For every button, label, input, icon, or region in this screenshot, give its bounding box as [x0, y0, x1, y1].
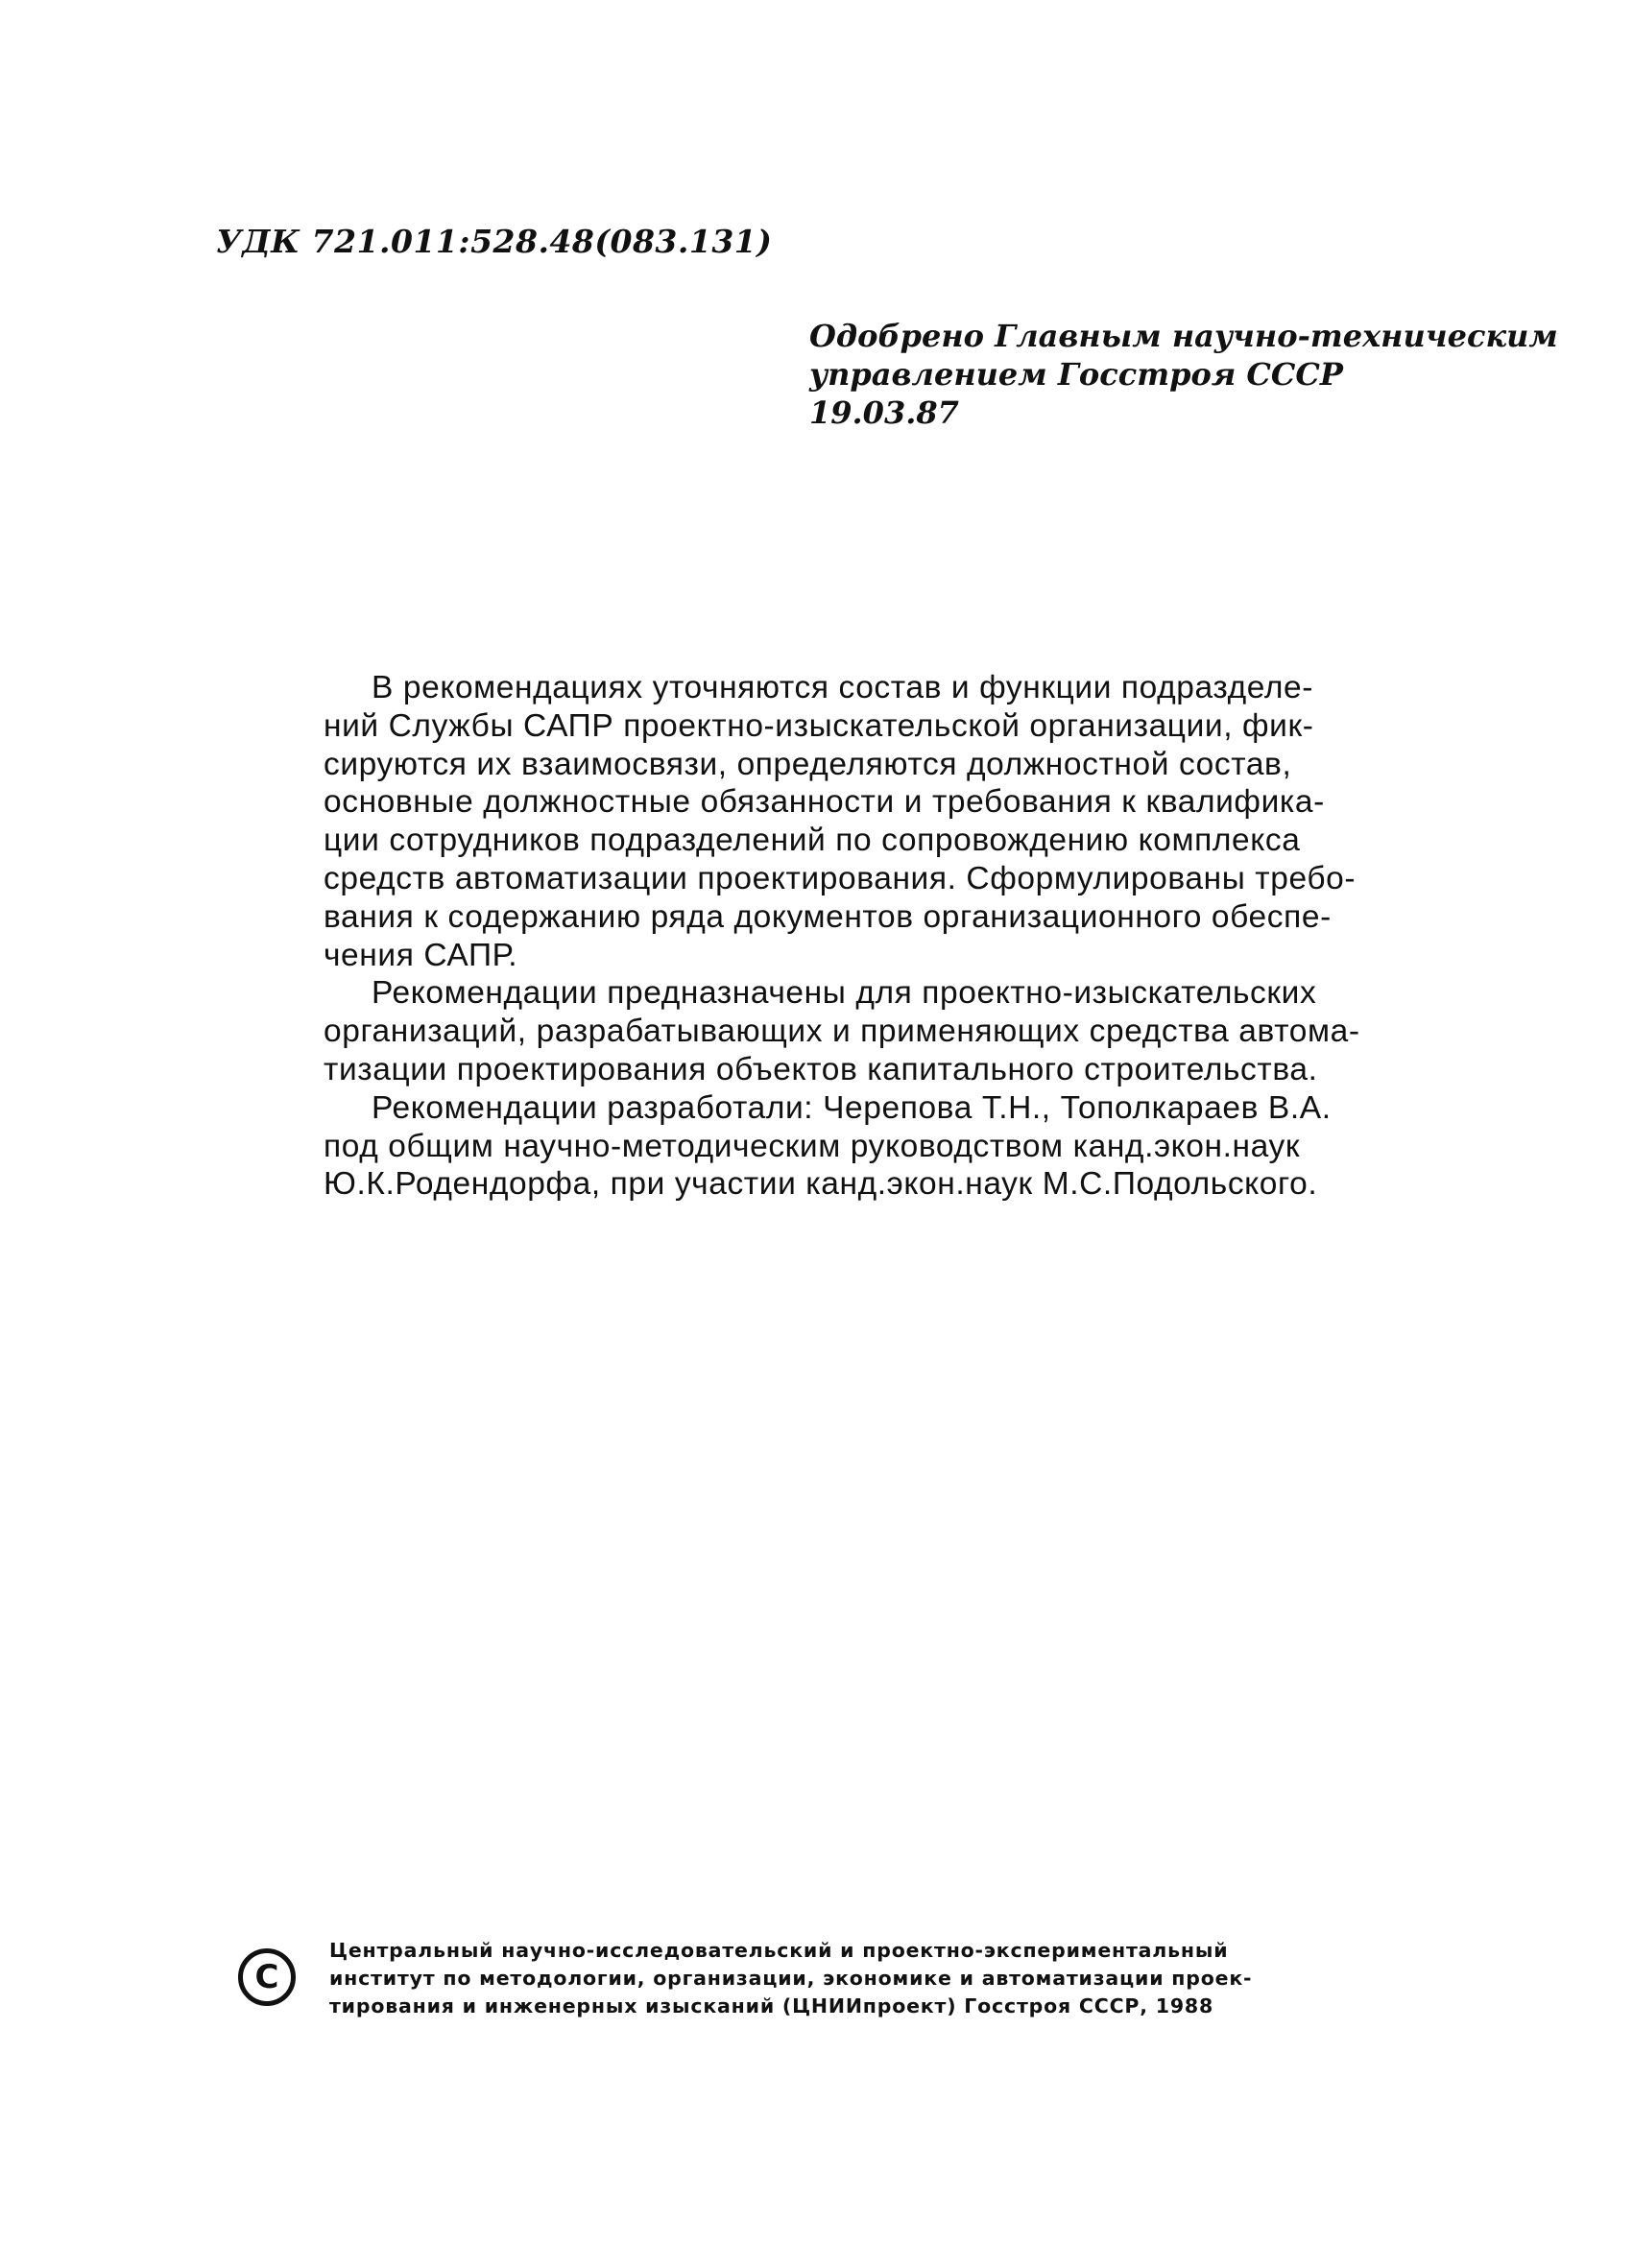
abstract-line: под общим научно-методическим руководством канд.экон.наук [324, 1128, 1301, 1164]
abstract-line: вания к содержанию ряда документов организационного обеспе- [324, 898, 1332, 935]
abstract-line: сируются их взаимосвязи, определяются должностной состав, [324, 746, 1292, 782]
abstract-line: средств автоматизации проектирования. Сформулированы требо- [324, 860, 1357, 896]
copyright-line-1: Центральный научно-исследовательский и проектно-экспериментальный [329, 1939, 1229, 1962]
abstract-line: организаций, разрабатывающих и применяющих средства автома- [324, 1014, 1360, 1050]
abstract-line: тизации проектирования объектов капитального строительства. [324, 1051, 1318, 1087]
copyright-line-3: тирования и инженерных изысканий (ЦНИИпроект) Госстроя СССР, 1988 [329, 1994, 1214, 2017]
abstract-line: чения САПР. [324, 937, 518, 973]
abstract-line: основные должностные обязанности и требования к квалифика- [324, 784, 1325, 821]
copyright-text [329, 1937, 1289, 2020]
abstract-line: ний Службы САПР проектно-изыскательской организации, фик- [324, 707, 1314, 744]
abstract-line: В рекомендациях уточняются состав и функции подразделе- [372, 670, 1314, 705]
approval-line-2: управлением Госстроя СССР [809, 356, 1343, 393]
abstract-line: Рекомендации разработали: Черепова Т.Н., Тополкараев В.А. [372, 1089, 1332, 1126]
approval-date: 19.03.87 [809, 394, 959, 431]
abstract-line: Рекомендации предназначены для проектно-изыскательских [372, 975, 1317, 1012]
approval-note [809, 317, 1558, 432]
approval-line-1: Одобрено Главным научно-техническим [809, 318, 1558, 354]
abstract-line: ции сотрудников подразделений по сопровождению комплекса [324, 823, 1301, 859]
copyright-icon: C [238, 1948, 296, 2006]
abstract-text [324, 669, 1418, 1204]
udk-code: УДК 721.011:528.48(083.131) [216, 223, 773, 260]
copyright-line-2: институт по методологии, организации, экономике и автоматизации проек- [329, 1967, 1253, 1990]
abstract-line: Ю.К.Родендорфа, при участии канд.экон.наук М.С.Подольского. [324, 1166, 1318, 1203]
